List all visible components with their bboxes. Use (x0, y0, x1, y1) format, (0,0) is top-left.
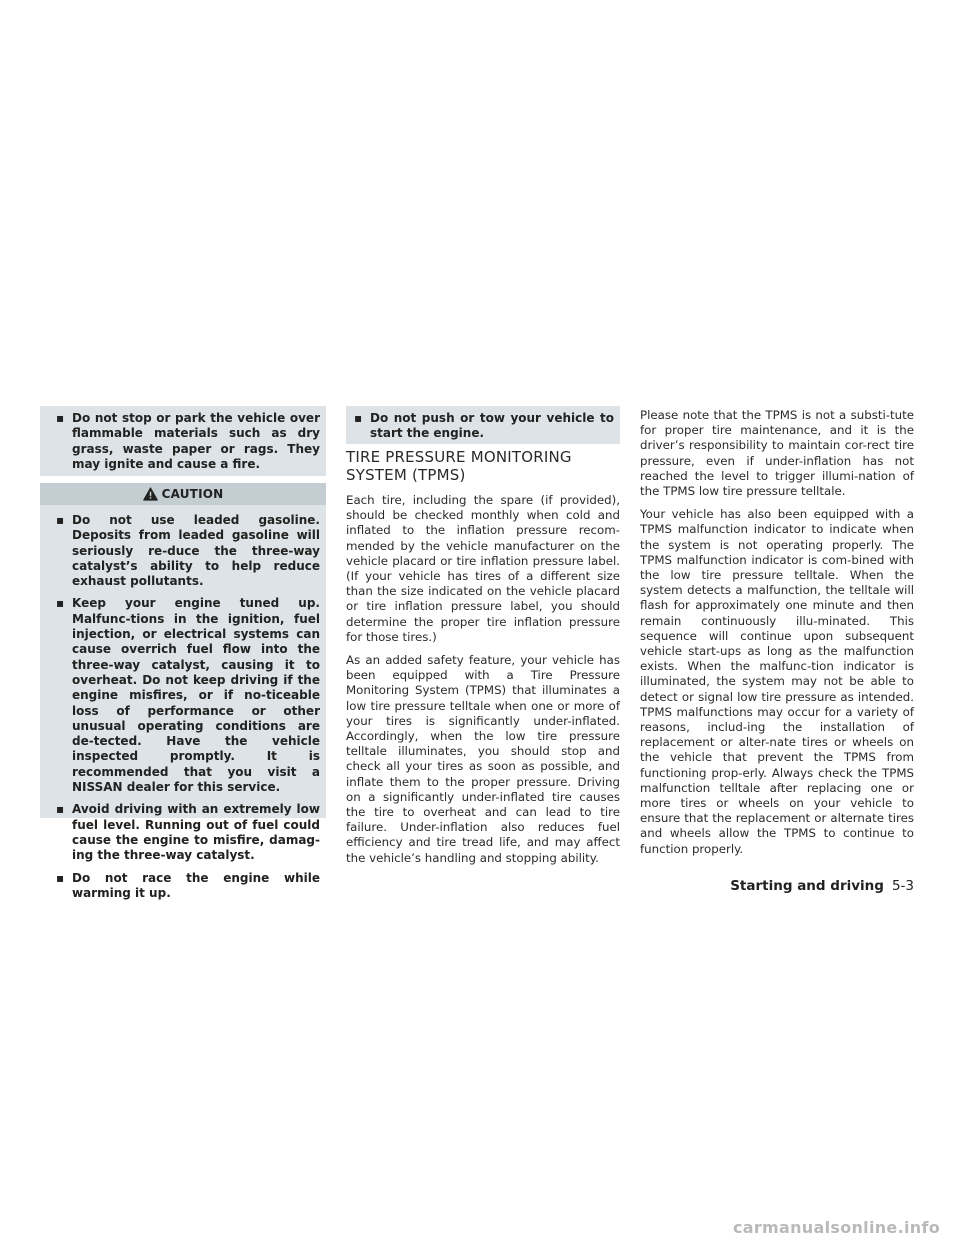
warning-item: ▪ Do not stop or park the vehicle over flammable materials such as dry grass, waste paper or rags. They may ignite and cause a fire. (54, 411, 320, 472)
column3-body (640, 408, 914, 865)
caution-item: ▪ Keep your engine tuned up. Malfunc-tions in the ignition, fuel injection, or electrical systems can cause overrich fuel flow into the three-way catalyst, causing it to overheat. Do not keep driving if the engine misfires, or if no-ticeable loss of performance or other unusual operating conditions are de-tected. Have the vehicle inspected promptly. It is recommended that you visit a NISSAN dealer for this service. (54, 596, 320, 795)
body-paragraph: Your vehicle has also been equipped with a TPMS malfunction indicator to indicate when the system is not operating properly. The TPMS malfunction indicator is com-bined with the low tire pressure telltale. When the system detects a malfunction, the telltale will flash for approximately one minute and then remain continuously illu-minated. This sequence will continue upon subsequent vehicle start-ups as long as the malfunction exists. When the malfunc-tion indicator is illuminated, the system may not be able to detect or signal low tire pressure as intended. TPMS malfunctions may occur for a variety of reasons, includ-ing the installation of replacement or alter-nate tires or wheels on the vehicle that prevent the TPMS from functioning prop-erly. Always check the TPMS malfunction telltale after replacing one or more tires or wheels on your vehicle to ensure that the replacement or alternate tires and wheels allow the TPMS to continue to function properly. (640, 507, 914, 856)
body-paragraph: As an added safety feature, your vehicle has been equipped with a Tire Pressure Monitoring System (TPMS) that illuminates a low tire pressure telltale when one or more of your tires is significantly under-inflated. Accordingly, when the low tire pressure telltale illuminates, you should stop and check all your tires as soon as possible, and inflate them to the proper pressure. Driving on a significantly under-inflated tire causes the tire to overheat and can lead to tire failure. Under-inflation also reduces fuel efficiency and tire tread life, and may affect the vehicle’s handling and stopping ability. (346, 653, 620, 865)
body-paragraph: Please note that the TPMS is not a substi-tute for proper tire maintenance, and it is the driver’s responsibility to maintain cor-rect tire pressure, even if under-inflation has not reached the level to trigger illumi-nation of the TPMS low tire pressure telltale. (640, 408, 914, 499)
caution-box (40, 483, 326, 900)
warning-box (40, 406, 326, 476)
warning-item: ▪ Do not push or tow your vehicle to start the engine. (352, 411, 614, 442)
section-title: TIRE PRESSURE MONITORING SYSTEM (TPMS) (346, 448, 572, 484)
caution-label: CAUTION (161, 487, 224, 501)
body-paragraph: Each tire, including the spare (if provided), should be checked monthly when cold and inflated to the inflation pressure recom-mended by the vehicle manufacturer on the vehicle placard or tire inflation pressure label. (If your vehicle has tires of a different size than the size indicated on the vehicle placard or tire inflation pressure label, you should determine the proper tire inflation pressure for those tires.) (346, 493, 620, 644)
caution-header (40, 483, 326, 505)
page-footer (640, 878, 914, 894)
caution-item: ▪ Avoid driving with an extremely low fuel level. Running out of fuel could cause the engine to misfire, damag-ing the three-way catalyst. (54, 802, 320, 863)
warning-box-column2 (346, 406, 620, 444)
warning-triangle-icon (143, 487, 158, 501)
footer-section-name: Starting and driving (730, 878, 884, 894)
caution-item: ▪ Do not race the engine while warming it up. (54, 871, 320, 902)
caution-list (54, 513, 320, 908)
column2-body (346, 493, 620, 874)
warning-list (54, 411, 320, 479)
page-number: 5-3 (891, 878, 914, 894)
warning-list (352, 411, 614, 449)
caution-item: ▪ Do not use leaded gasoline. Deposits from leaded gasoline will seriously re-duce the three-way catalyst’s ability to help reduce exhaust pollutants. (54, 513, 320, 589)
watermark-link[interactable]: carmanualsonline.info (732, 1218, 940, 1237)
